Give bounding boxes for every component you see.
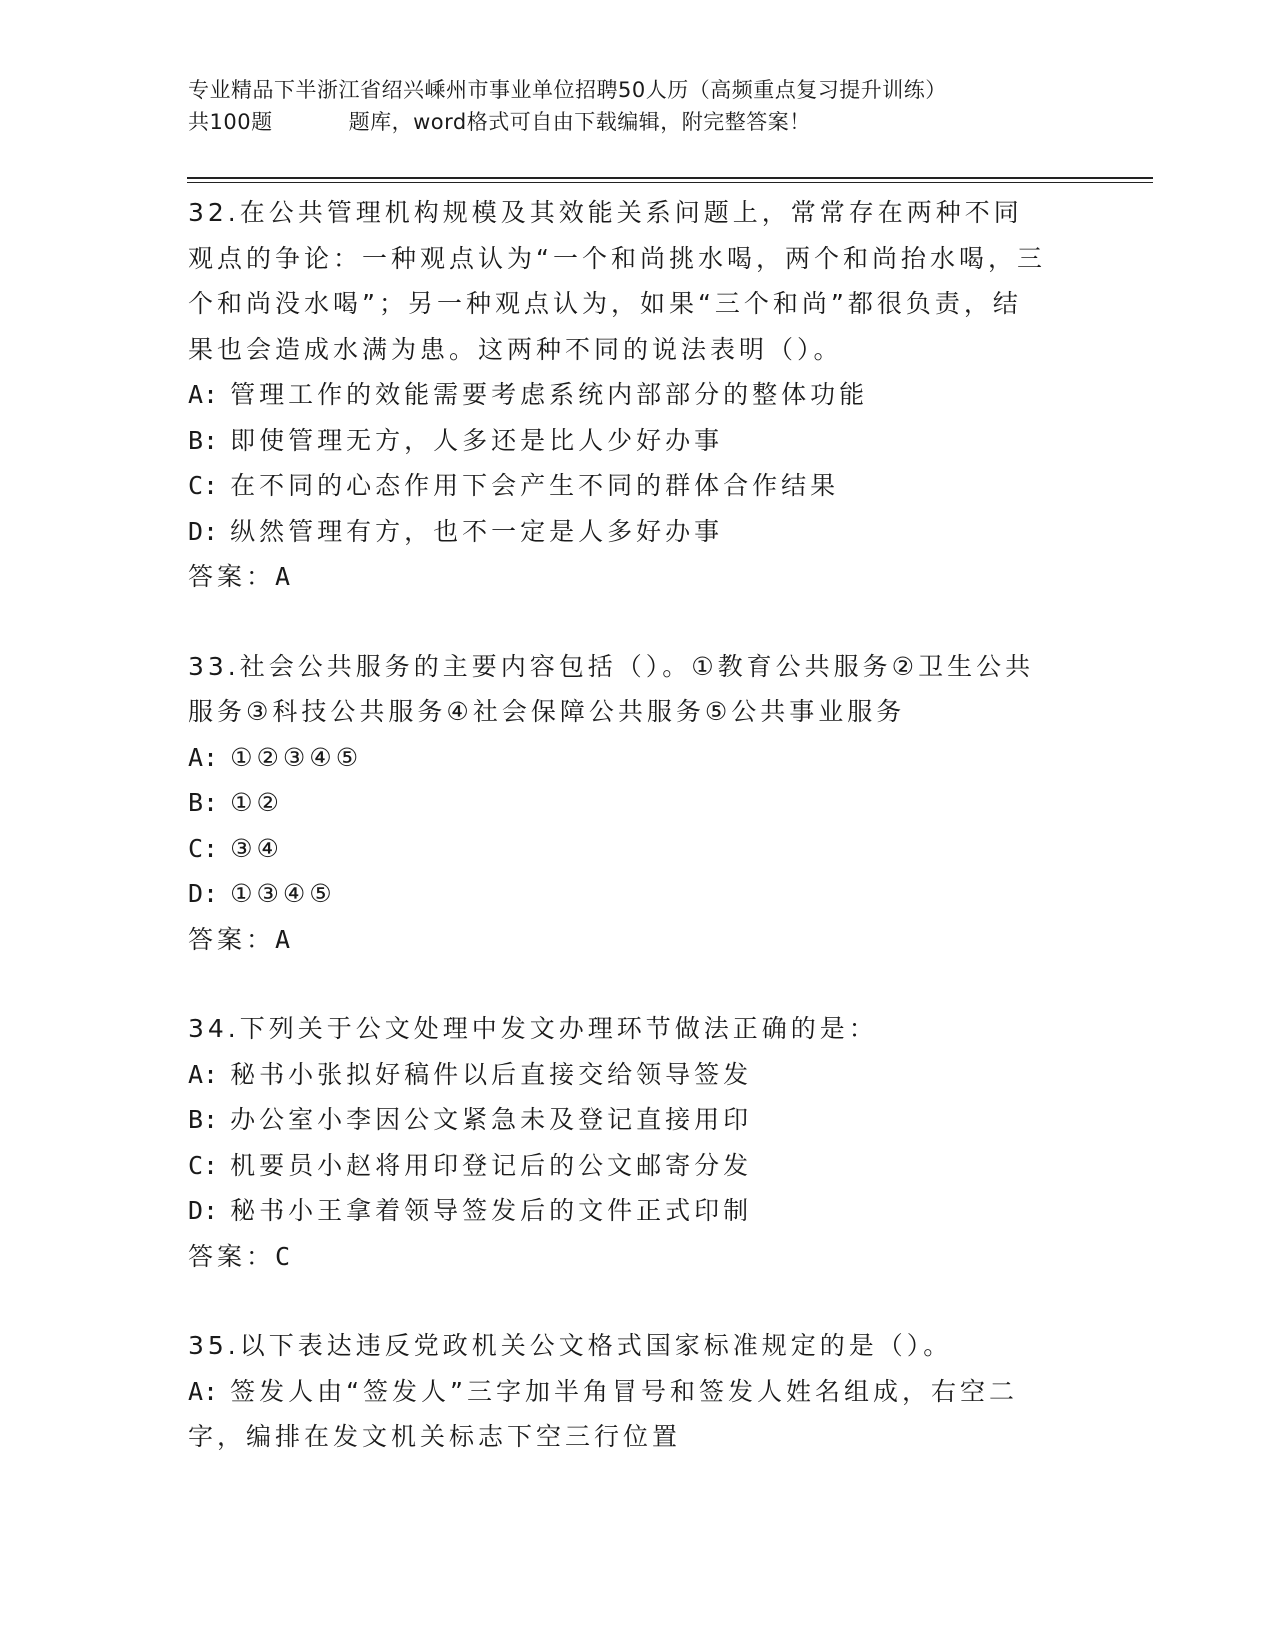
header-description: 题库，word格式可自由下载编辑，附完整答案！ xyxy=(348,110,811,134)
header-title-line: 专业精品下半浙江省绍兴嵊州市事业单位招聘50人历（高频重点复习提升训练） xyxy=(188,78,947,102)
question-list xyxy=(188,190,1088,1504)
option-a: A: 签发人由“签发人”三字加半角冒号和签发人姓名组成，右空二字，编排在发文机关标志下空三行位置 xyxy=(188,1376,1018,1451)
option-c: C: 机要员小赵将用印登记后的公文邮寄分发 xyxy=(188,1150,753,1180)
header-subtitle-line xyxy=(188,106,1088,138)
answer-value: A xyxy=(275,562,291,591)
option-d: D: ①③④⑤ xyxy=(188,879,336,908)
answer-line xyxy=(188,554,1088,600)
header-rule-thick xyxy=(187,177,1153,179)
question-stem: 32.在公共管理机构规模及其效能关系问题上，常常存在两种不同观点的争论：一种观点认为“一个和尚挑水喝，两个和尚抬水喝，三个和尚没水喝”；另一种观点认为，如果“三个和尚”都很负责，结果也会造成水满为患。这两种不同的说法表明（）。 xyxy=(188,198,1046,364)
question-stem: 33.社会公共服务的主要内容包括（）。①教育公共服务②卫生公共服务③科技公共服务④社会保障公共服务⑤公共事业服务 xyxy=(188,651,1035,726)
option-b: B: ①② xyxy=(188,788,283,817)
answer-label: 答案： xyxy=(188,924,276,954)
option-a: A: 秘书小张拟好稿件以后直接交给领导签发 xyxy=(188,1059,753,1089)
answer-value: A xyxy=(275,924,291,954)
header-count: 共100题 xyxy=(188,110,273,134)
header-rule-thin xyxy=(187,182,1153,183)
option-c: C: ③④ xyxy=(188,833,283,863)
answer-value: C xyxy=(275,1241,291,1271)
question-34 xyxy=(188,1006,1088,1279)
question-35 xyxy=(188,1323,1088,1460)
question-stem: 34.下列关于公文处理中发文办理环节做法正确的是： xyxy=(188,1014,878,1043)
answer-label: 答案： xyxy=(188,1241,276,1271)
question-stem: 35.以下表达违反党政机关公文格式国家标准规定的是（）。 xyxy=(188,1331,953,1360)
answer-label: 答案： xyxy=(188,562,276,591)
option-b: B: 即使管理无方，人多还是比人少好办事 xyxy=(188,425,724,455)
answer-line xyxy=(188,1234,1088,1280)
document-header xyxy=(188,74,1088,138)
option-d: D: 秘书小王拿着领导签发后的文件正式印制 xyxy=(188,1196,753,1225)
answer-line xyxy=(188,917,1088,963)
question-33 xyxy=(188,644,1088,963)
option-a: A: ①②③④⑤ xyxy=(188,742,363,772)
option-d: D: 纵然管理有方，也不一定是人多好办事 xyxy=(188,516,724,546)
option-a: A: 管理工作的效能需要考虑系统内部部分的整体功能 xyxy=(188,380,869,409)
option-c: C: 在不同的心态作用下会产生不同的群体合作结果 xyxy=(188,471,840,500)
question-32 xyxy=(188,190,1088,600)
option-b: B: 办公室小李因公文紧急未及登记直接用印 xyxy=(188,1105,753,1134)
